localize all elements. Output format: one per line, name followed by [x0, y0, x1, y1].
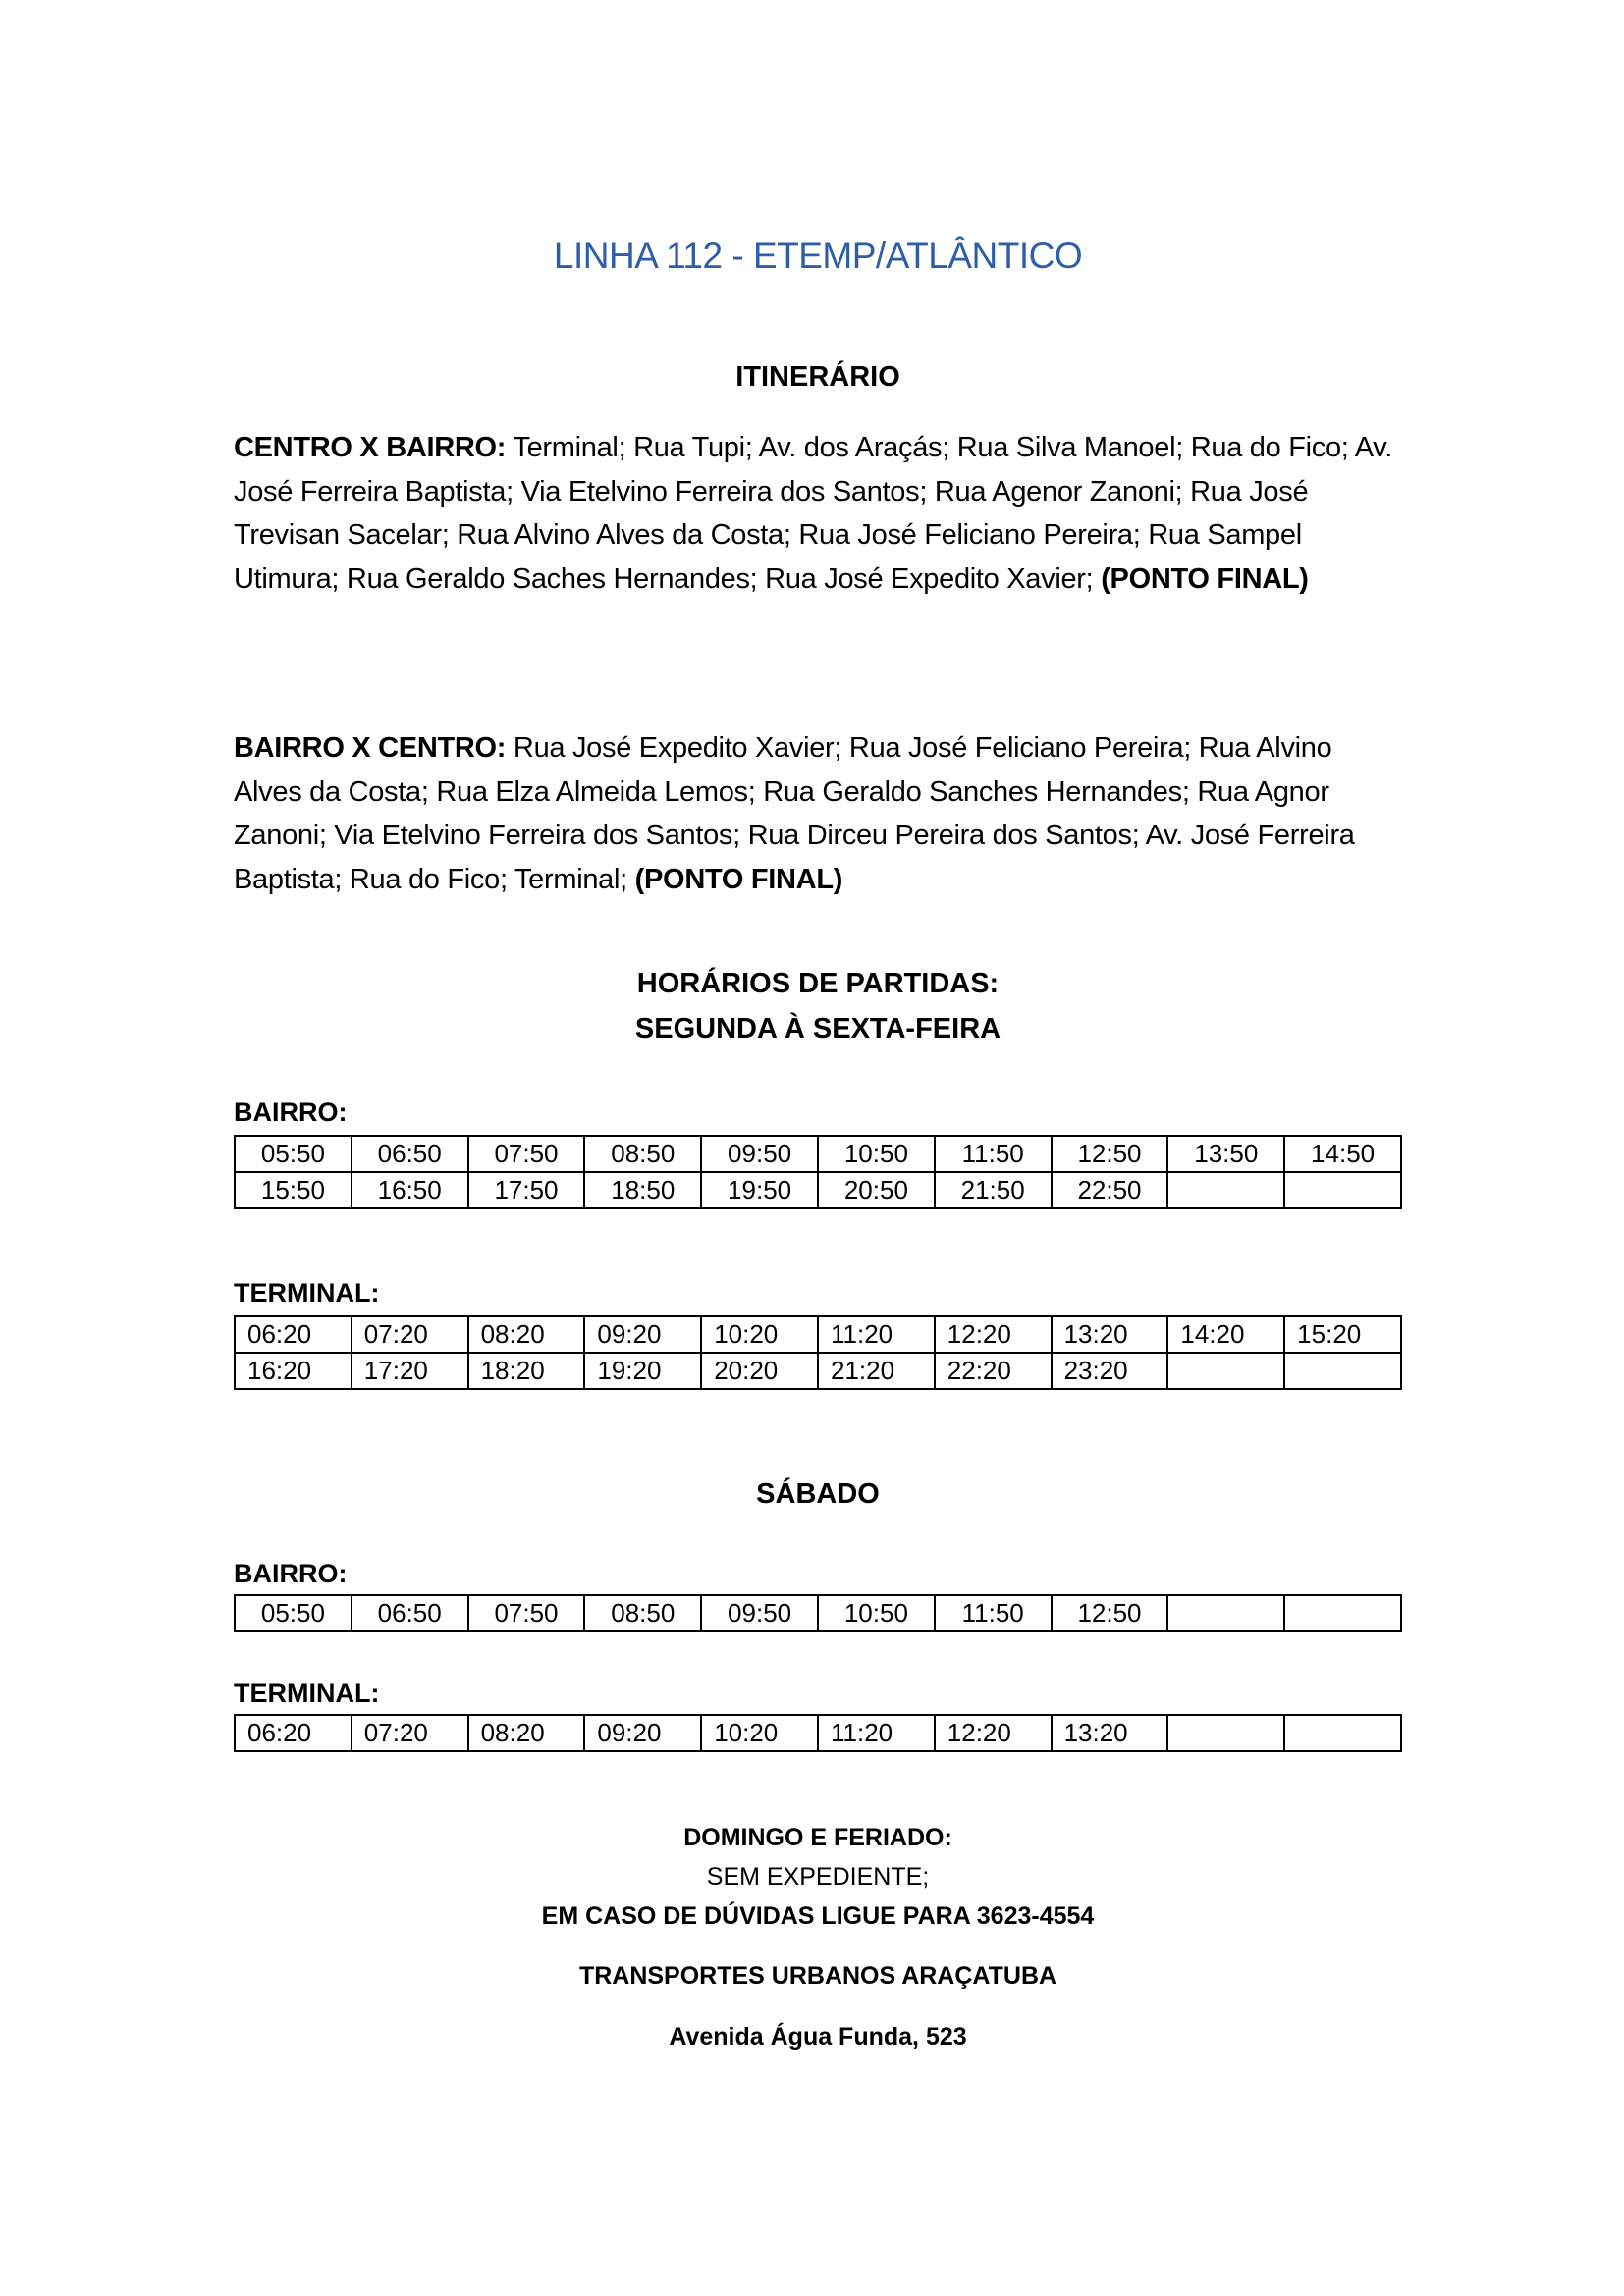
schedule-cell: 18:50 [584, 1172, 701, 1208]
schedule-cell: 10:20 [701, 1715, 818, 1751]
schedule-cell [1167, 1595, 1284, 1631]
schedule-row [235, 1172, 1401, 1208]
schedule-cell: 21:20 [818, 1353, 935, 1389]
schedule-cell: 05:50 [235, 1595, 352, 1631]
weekday-heading-line2: SEGUNDA À SEXTA-FEIRA [634, 1013, 1001, 1044]
schedule-cell [1167, 1172, 1284, 1208]
schedule-row [235, 1595, 1401, 1631]
schedule-cell: 11:20 [818, 1316, 935, 1353]
schedule-cell: 21:50 [935, 1172, 1052, 1208]
schedule-cell: 19:20 [584, 1353, 701, 1389]
schedule-cell: 06:20 [235, 1715, 352, 1751]
schedule-cell: 22:20 [935, 1353, 1052, 1389]
schedule-cell: 07:50 [468, 1136, 585, 1172]
schedule-cell: 09:20 [584, 1715, 701, 1751]
footer-no-service: SEM EXPEDIENTE; [706, 1863, 930, 1891]
schedule-cell: 06:50 [352, 1595, 468, 1631]
schedule-cell: 09:20 [584, 1316, 701, 1353]
weekday-bairro-table [234, 1135, 1402, 1209]
schedule-cell: 15:20 [1284, 1316, 1401, 1353]
centro-bairro-end: (PONTO FINAL) [1101, 562, 1309, 595]
saturday-bairro-label: BAIRRO: [234, 1559, 348, 1588]
schedule-cell [1284, 1595, 1401, 1631]
weekday-bairro-label: BAIRRO: [234, 1097, 348, 1127]
schedule-cell: 12:20 [935, 1715, 1052, 1751]
saturday-bairro-table [234, 1594, 1402, 1632]
itinerary-bairro-centro [234, 726, 1402, 901]
schedule-cell [1284, 1172, 1401, 1208]
schedule-cell: 12:20 [935, 1316, 1052, 1353]
schedule-cell: 17:20 [352, 1353, 468, 1389]
schedule-cell: 18:20 [468, 1353, 585, 1389]
schedule-cell: 12:50 [1052, 1595, 1168, 1631]
saturday-terminal-label: TERMINAL: [234, 1679, 380, 1708]
schedule-cell [1284, 1715, 1401, 1751]
schedule-cell: 13:20 [1052, 1316, 1168, 1353]
bairro-centro-label: BAIRRO X CENTRO: [234, 732, 507, 764]
schedule-cell: 11:50 [935, 1595, 1052, 1631]
schedule-cell: 13:50 [1167, 1136, 1284, 1172]
schedule-cell: 22:50 [1052, 1172, 1168, 1208]
schedule-row [235, 1715, 1401, 1751]
footer-sunday: DOMINGO E FERIADO: [683, 1824, 952, 1851]
schedule-cell: 08:50 [584, 1595, 701, 1631]
schedule-cell: 10:50 [818, 1595, 935, 1631]
schedule-cell: 09:50 [701, 1595, 818, 1631]
centro-bairro-label: CENTRO X BAIRRO: [234, 432, 507, 463]
schedule-cell [1284, 1353, 1401, 1389]
weekday-terminal-table [234, 1315, 1402, 1390]
schedule-cell: 19:50 [701, 1172, 818, 1208]
schedule-cell: 20:50 [818, 1172, 935, 1208]
schedule-cell: 07:50 [468, 1595, 585, 1631]
saturday-terminal-table [234, 1714, 1402, 1752]
schedule-cell: 08:50 [584, 1136, 701, 1172]
schedule-cell [1167, 1715, 1284, 1751]
centro-bairro-route: Terminal; Rua Tupi; Av. dos Araçás; Rua Silva Manoel; Rua do Fico; Av. José Ferreira Baptista; Via Etelvino Ferreira dos Santos; Rua Agenor Zanoni; Rua José Trevisan Sacelar; Rua Alvino Alves da Costa; Rua José Feliciano Pereira; Rua Sampel Utimura; Rua Geraldo Saches Hernandes; Rua José Expedito Xavier; [234, 432, 1393, 595]
weekday-terminal-label: TERMINAL: [234, 1278, 380, 1308]
schedule-cell: 16:50 [352, 1172, 468, 1208]
footer-address: Avenida Água Funda, 523 [669, 2023, 967, 2051]
footer-contact: EM CASO DE DÚVIDAS LIGUE PARA 3623-4554 [541, 1902, 1095, 1930]
itinerary-centro-bairro [234, 426, 1402, 601]
schedule-row [235, 1353, 1401, 1389]
schedule-cell: 10:20 [701, 1316, 818, 1353]
schedule-cell: 07:20 [352, 1316, 468, 1353]
schedule-cell: 14:50 [1284, 1136, 1401, 1172]
schedule-cell: 17:50 [468, 1172, 585, 1208]
schedule-cell: 14:20 [1167, 1316, 1284, 1353]
page-title: LINHA 112 - ETEMP/ATLÂNTICO [553, 236, 1083, 276]
footer-company: TRANSPORTES URBANOS ARAÇATUBA [578, 1962, 1057, 1990]
saturday-heading: SÁBADO [756, 1478, 880, 1510]
itinerary-heading: ITINERÁRIO [735, 361, 900, 393]
schedule-cell: 10:50 [818, 1136, 935, 1172]
schedule-cell: 16:20 [235, 1353, 352, 1389]
schedule-cell: 09:50 [701, 1136, 818, 1172]
schedule-cell [1167, 1353, 1284, 1389]
schedule-cell: 15:50 [235, 1172, 352, 1208]
schedule-cell: 08:20 [468, 1316, 585, 1353]
schedule-cell: 08:20 [468, 1715, 585, 1751]
schedule-cell: 23:20 [1052, 1353, 1168, 1389]
bairro-centro-end: (PONTO FINAL) [634, 863, 843, 895]
schedule-cell: 12:50 [1052, 1136, 1168, 1172]
weekday-heading-line1: HORÁRIOS DE PARTIDAS: [636, 968, 1000, 999]
schedule-row [235, 1136, 1401, 1172]
schedule-cell: 13:20 [1052, 1715, 1168, 1751]
schedule-cell: 05:50 [235, 1136, 352, 1172]
schedule-cell: 07:20 [352, 1715, 468, 1751]
schedule-cell: 11:20 [818, 1715, 935, 1751]
schedule-cell: 06:20 [235, 1316, 352, 1353]
schedule-cell: 11:50 [935, 1136, 1052, 1172]
schedule-cell: 06:50 [352, 1136, 468, 1172]
bairro-centro-route: Rua José Expedito Xavier; Rua José Feliciano Pereira; Rua Alvino Alves da Costa; Rua Elza Almeida Lemos; Rua Geraldo Sanches Hernandes; Rua Agnor Zanoni; Via Etelvino Ferreira dos Santos; Rua Dirceu Pereira dos Santos; Av. José Ferreira Baptista; Rua do Fico; Terminal; [234, 732, 1355, 895]
schedule-cell: 20:20 [701, 1353, 818, 1389]
schedule-row [235, 1316, 1401, 1353]
